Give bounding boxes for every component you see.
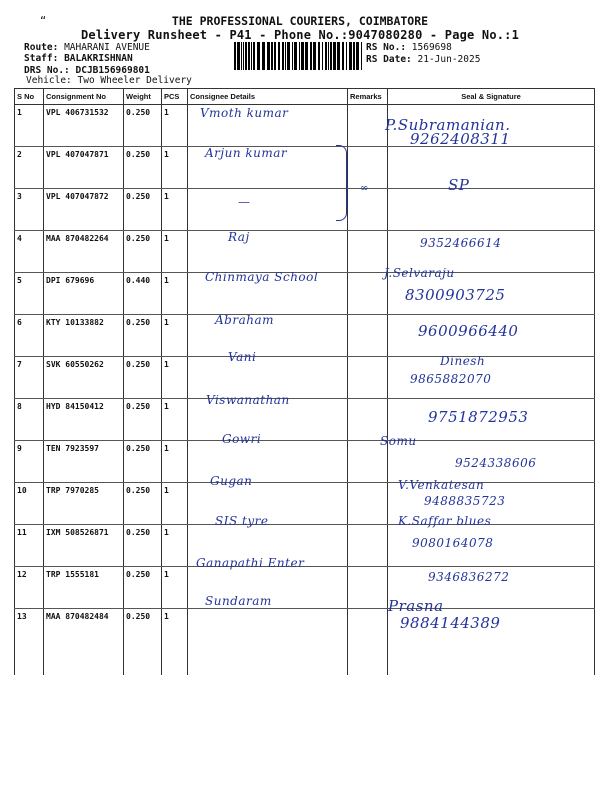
signature-name: Somu xyxy=(380,434,417,448)
col-pcs: PCS xyxy=(162,89,188,105)
col-weight: Weight xyxy=(124,89,162,105)
signature-phone: 9600966440 xyxy=(418,322,519,340)
consignee-handwriting: Chinmaya School xyxy=(205,270,319,284)
signature-phone: 9262408311 xyxy=(410,130,511,148)
consignee-handwriting: Vmoth kumar xyxy=(200,106,289,120)
col-remarks: Remarks xyxy=(348,89,388,105)
row-pcs: 1 xyxy=(162,105,188,147)
row-sno: 10 xyxy=(15,483,44,525)
signature-phone: 9346836272 xyxy=(428,570,510,584)
row-remarks-cell xyxy=(348,609,388,676)
row-remarks-cell xyxy=(348,189,388,231)
consignee-handwriting: Abraham xyxy=(215,313,274,327)
row-pcs: 1 xyxy=(162,147,188,189)
consignee-handwriting: Raj xyxy=(228,230,250,244)
col-seal-signature: Seal & Signature xyxy=(388,89,595,105)
row-consignment-no: SVK 60550262 xyxy=(44,357,124,399)
signature-phone: 8300903725 xyxy=(405,286,506,304)
signature-phone: 9524338606 xyxy=(455,456,537,470)
rs-date-line xyxy=(366,54,480,65)
row-weight: 0.250 xyxy=(124,483,162,525)
table-row xyxy=(15,189,595,231)
consignee-handwriting: Gowri xyxy=(222,432,262,446)
signature-name: P.Subramanian. xyxy=(385,116,511,134)
row-consignee-cell xyxy=(188,231,348,273)
rs-no-label: RS No.: xyxy=(366,42,407,53)
row-sno: 12 xyxy=(15,567,44,609)
row-weight: 0.250 xyxy=(124,567,162,609)
col-sno: S No xyxy=(15,89,44,105)
table-row xyxy=(15,609,595,676)
row-weight: 0.440 xyxy=(124,273,162,315)
row-remarks-cell xyxy=(348,357,388,399)
table-header-row xyxy=(15,89,595,105)
signature-name: SP xyxy=(448,176,470,194)
row-remarks-cell xyxy=(348,483,388,525)
row-consignment-no: MAA 870482484 xyxy=(44,609,124,676)
consignee-handwriting: Arjun kumar xyxy=(205,146,288,160)
consignee-handwriting: Viswanathan xyxy=(206,393,290,407)
quote-mark: “ xyxy=(40,14,47,28)
row-sno: 1 xyxy=(15,105,44,147)
row-weight: 0.250 xyxy=(124,189,162,231)
row-remarks-cell xyxy=(348,567,388,609)
row-consignment-no: VPL 406731532 xyxy=(44,105,124,147)
row-consignee-cell xyxy=(188,189,348,231)
row-pcs: 1 xyxy=(162,483,188,525)
signature-phone: 9884144389 xyxy=(400,614,501,632)
rs-date-label: RS Date: xyxy=(366,54,412,65)
vehicle-line xyxy=(26,75,192,86)
row-remarks-cell xyxy=(348,525,388,567)
row-pcs: 1 xyxy=(162,315,188,357)
row-consignment-no: TRP 1555181 xyxy=(44,567,124,609)
row-sno: 7 xyxy=(15,357,44,399)
row-pcs: 1 xyxy=(162,567,188,609)
row-weight: 0.250 xyxy=(124,315,162,357)
row-remarks-cell xyxy=(348,231,388,273)
signature-name: Prasna xyxy=(388,597,444,615)
row-signature-cell xyxy=(388,189,595,231)
row-sno: 5 xyxy=(15,273,44,315)
row-sno: 6 xyxy=(15,315,44,357)
table-row xyxy=(15,525,595,567)
row-weight: 0.250 xyxy=(124,525,162,567)
signature-name: Dinesh xyxy=(440,354,486,368)
route-label: Route: xyxy=(24,42,59,53)
signature-name: V.Venkatesan xyxy=(398,478,485,492)
row-signature-cell xyxy=(388,147,595,189)
consignee-handwriting: SIS tyre xyxy=(215,514,269,528)
row-pcs: 1 xyxy=(162,525,188,567)
consignee-handwriting: — xyxy=(238,195,251,209)
row-pcs: 1 xyxy=(162,357,188,399)
row-pcs: 1 xyxy=(162,273,188,315)
row-remarks-cell xyxy=(348,315,388,357)
signature-name: K.Saffar blues xyxy=(398,514,492,528)
row-consignment-no: TEN 7923597 xyxy=(44,441,124,483)
table-row xyxy=(15,357,595,399)
row-consignee-cell xyxy=(188,609,348,676)
row-consignment-no: DPI 679696 xyxy=(44,273,124,315)
row-sno: 9 xyxy=(15,441,44,483)
col-consignment: Consignment No xyxy=(44,89,124,105)
runsheet-title: Delivery Runsheet - P41 - Phone No.:9047080280 - Page No.:1 xyxy=(80,28,520,42)
row-pcs: 1 xyxy=(162,189,188,231)
consignee-handwriting: Sundaram xyxy=(205,594,272,608)
row-sno: 3 xyxy=(15,189,44,231)
drs-value: DCJB156969801 xyxy=(75,65,150,76)
signature-phone: 9751872953 xyxy=(428,408,529,426)
vehicle-value: Two Wheeler Delivery xyxy=(77,75,192,86)
row-pcs: 1 xyxy=(162,609,188,676)
col-consignee: Consignee Details xyxy=(188,89,348,105)
row-consignment-no: HYD 84150412 xyxy=(44,399,124,441)
signature-name: J.Selvaraju xyxy=(384,266,455,280)
rs-no-value: 1569698 xyxy=(411,42,452,53)
table-row xyxy=(15,231,595,273)
row-weight: 0.250 xyxy=(124,399,162,441)
row-consignment-no: KTY 10133882 xyxy=(44,315,124,357)
row-consignment-no: TRP 7970285 xyxy=(44,483,124,525)
staff-label: Staff: xyxy=(24,53,59,64)
row-consignment-no: VPL 407047872 xyxy=(44,189,124,231)
row-weight: 0.250 xyxy=(124,609,162,676)
row-consignment-no: MAA 870482264 xyxy=(44,231,124,273)
runsheet-table xyxy=(14,88,595,675)
row-sno: 8 xyxy=(15,399,44,441)
table-row xyxy=(15,147,595,189)
company-title: THE PROFESSIONAL COURIERS, COIMBATORE xyxy=(171,14,429,28)
row-sno: 11 xyxy=(15,525,44,567)
rs-no-line xyxy=(366,42,452,53)
barcode-icon xyxy=(234,42,362,70)
row-weight: 0.250 xyxy=(124,147,162,189)
row-consignment-no: IXM 508526871 xyxy=(44,525,124,567)
row-pcs: 1 xyxy=(162,441,188,483)
route-line xyxy=(24,42,150,53)
bracket-mark xyxy=(336,145,347,221)
row-pcs: 1 xyxy=(162,399,188,441)
row-weight: 0.250 xyxy=(124,231,162,273)
row-remarks-cell xyxy=(348,273,388,315)
drs-label: DRS No.: xyxy=(24,65,70,76)
row-sno: 4 xyxy=(15,231,44,273)
row-weight: 0.250 xyxy=(124,441,162,483)
signature-phone: 9488835723 xyxy=(424,494,506,508)
signature-phone: 9080164078 xyxy=(412,536,494,550)
consignee-handwriting: Vani xyxy=(228,350,257,364)
remark-mark: ∞ xyxy=(360,183,369,194)
signature-phone: 9865882070 xyxy=(410,372,492,386)
staff-value: BALAKRISHNAN xyxy=(64,53,133,64)
rs-date-value: 21-Jun-2025 xyxy=(417,54,481,65)
table-row xyxy=(15,483,595,525)
row-weight: 0.250 xyxy=(124,105,162,147)
row-consignment-no: VPL 407047871 xyxy=(44,147,124,189)
signature-phone: 9352466614 xyxy=(420,236,502,250)
route-value: MAHARANI AVENUE xyxy=(64,42,150,53)
row-sno: 2 xyxy=(15,147,44,189)
staff-line xyxy=(24,53,133,64)
consignee-handwriting: Ganapathi Enter xyxy=(196,556,305,570)
row-sno: 13 xyxy=(15,609,44,676)
vehicle-label: Vehicle: xyxy=(26,75,72,86)
row-pcs: 1 xyxy=(162,231,188,273)
consignee-handwriting: Gugan xyxy=(210,474,253,488)
row-remarks-cell xyxy=(348,105,388,147)
row-weight: 0.250 xyxy=(124,357,162,399)
